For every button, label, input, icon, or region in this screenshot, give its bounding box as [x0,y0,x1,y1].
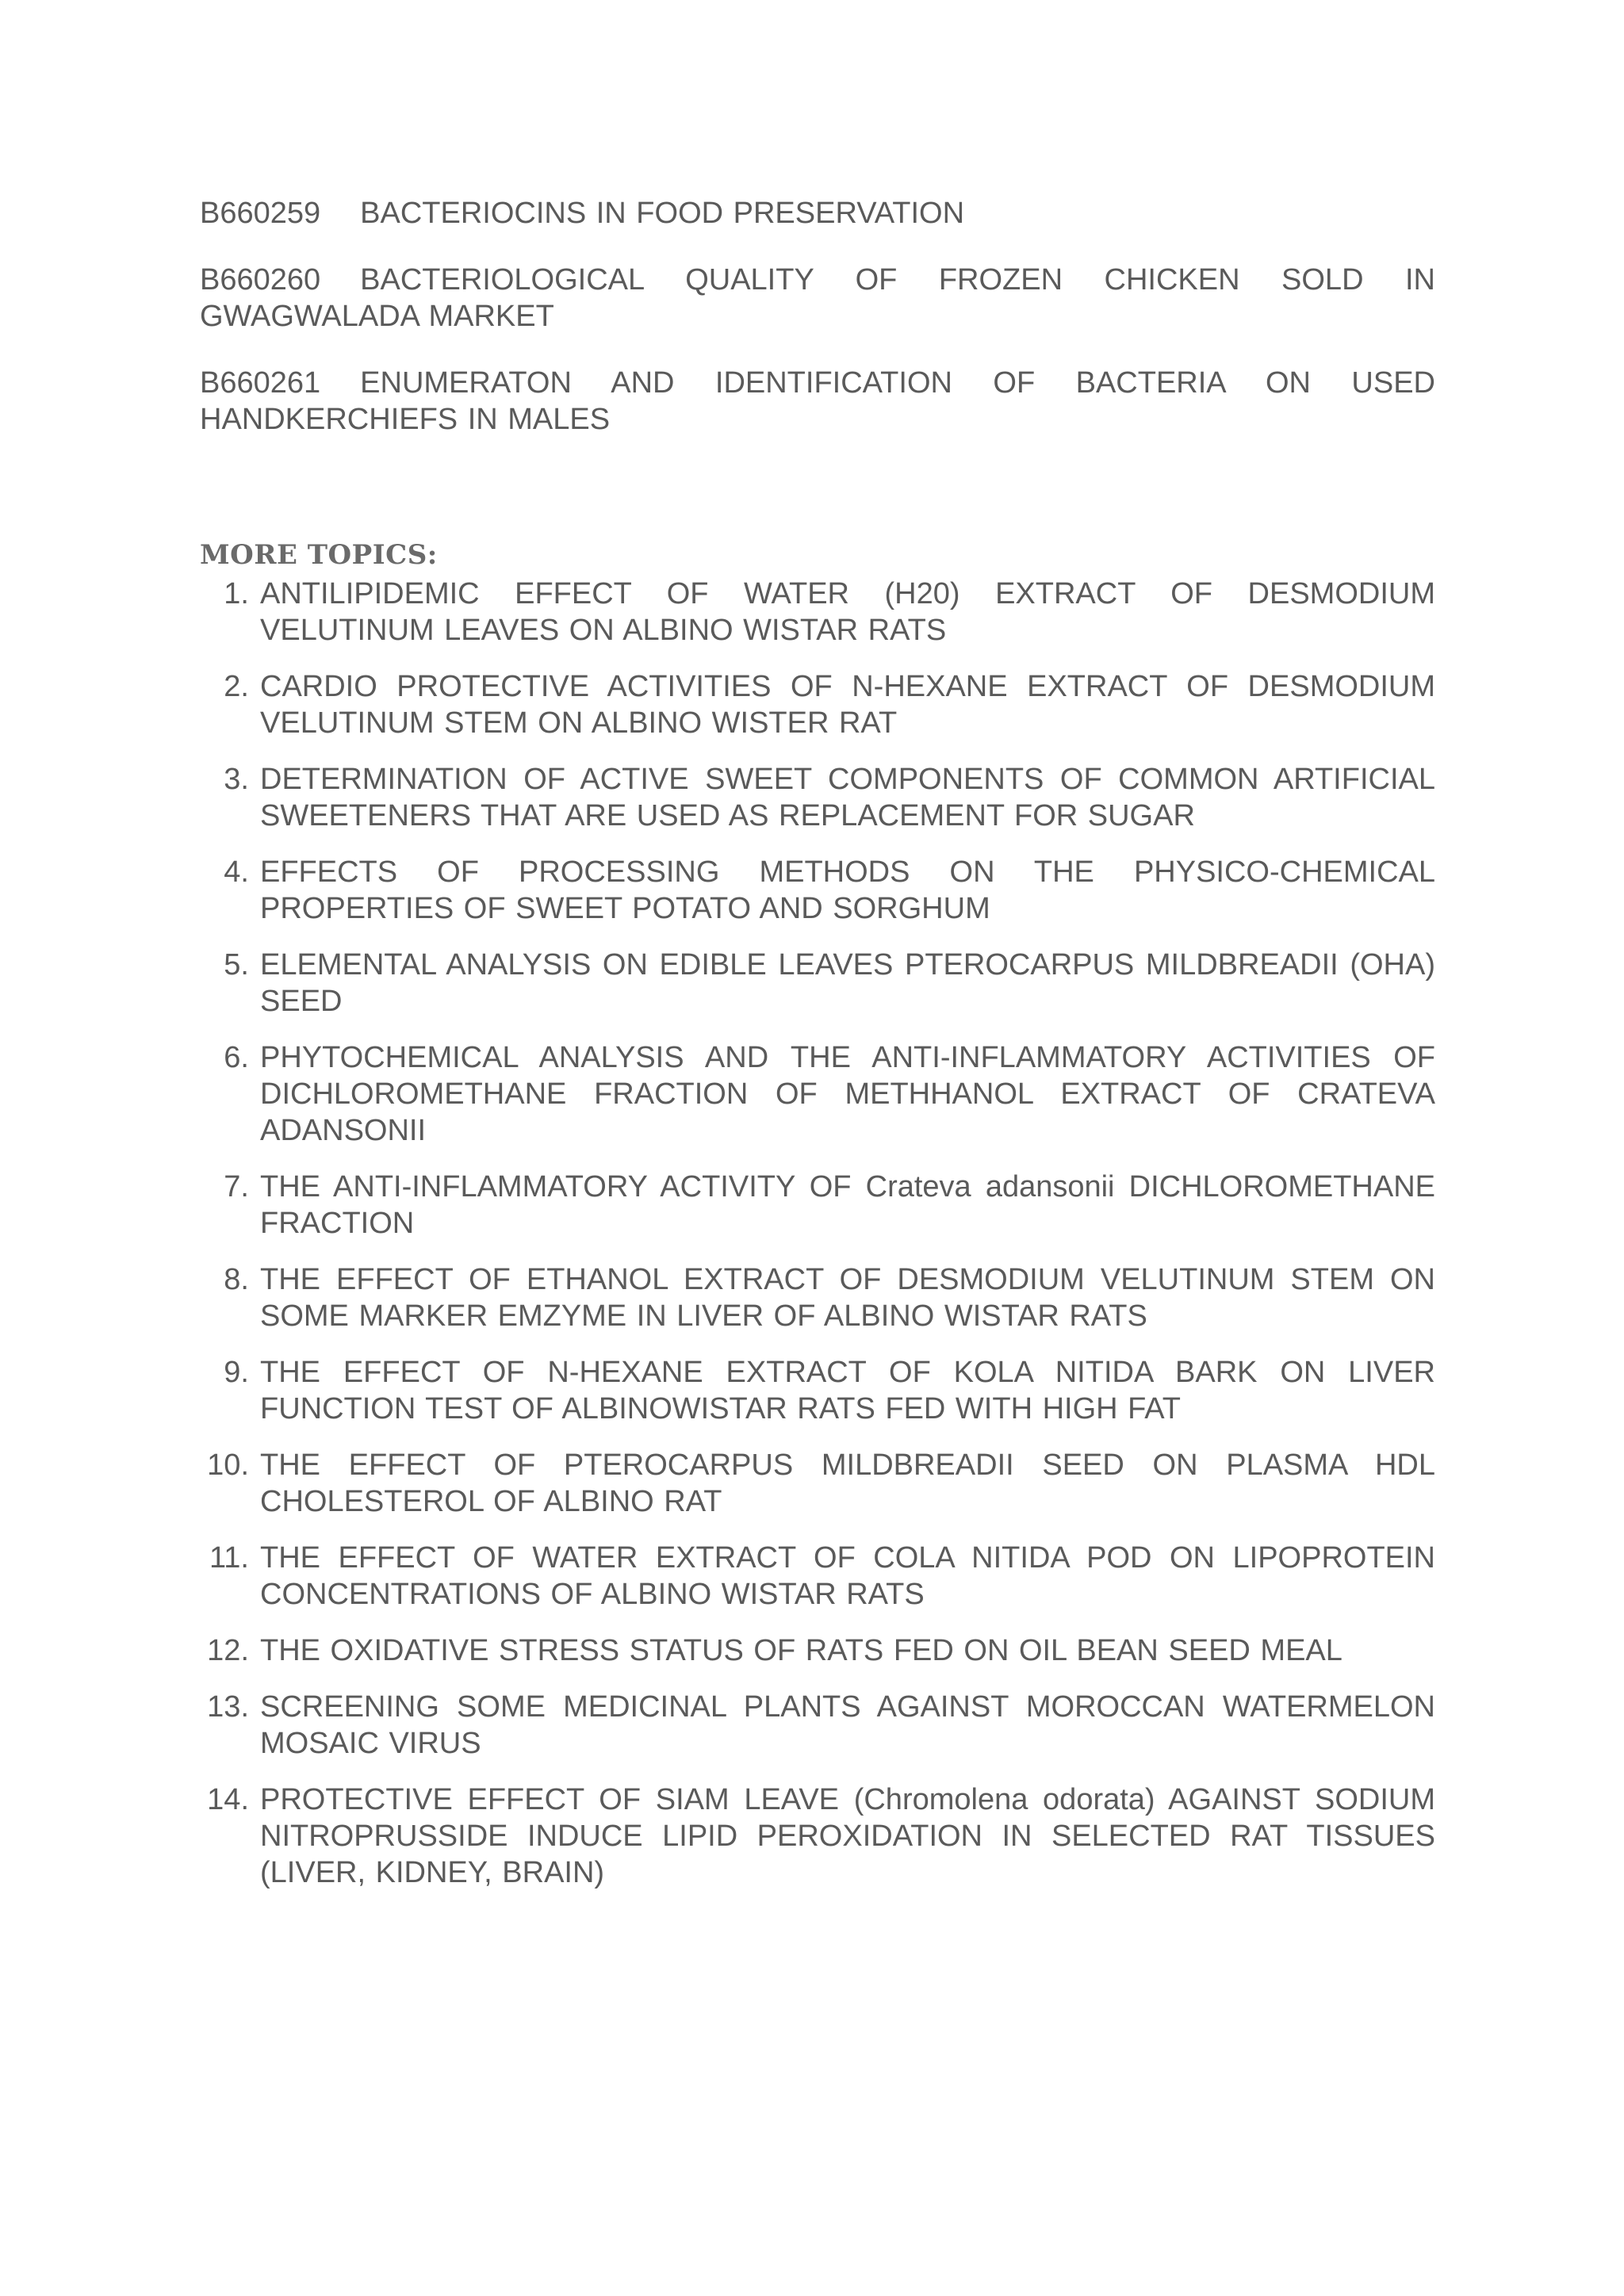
project-entry [200,262,1435,335]
project-code: B660259 [200,197,321,230]
topic-number: 5. [224,948,249,982]
topic-text: THE EFFECT OF WATER EXTRACT OF COLA NITIDA POD ON LIPOPROTEIN CONCENTRATIONS OF ALBINO WISTAR RATS [260,1541,1435,1611]
topic-text: THE EFFECT OF ETHANOL EXTRACT OF DESMODIUM VELUTINUM STEM ON SOME MARKER EMZYME IN LIVER OF ALBINO WISTAR RATS [260,1263,1435,1333]
topic-text: THE EFFECT OF N-HEXANE EXTRACT OF KOLA NITIDA BARK ON LIVER FUNCTION TEST OF ALBINOWISTAR RATS FED WITH HIGH FAT [260,1356,1435,1425]
topic-item [200,1261,1435,1334]
topic-item [200,761,1435,834]
topic-text: THE OXIDATIVE STRESS STATUS OF RATS FED ON OIL BEAN SEED MEAL [260,1634,1342,1667]
topic-number: 9. [224,1356,249,1389]
document-page [200,195,1435,1911]
project-code: B660260 [200,263,321,297]
topic-item [200,1781,1435,1891]
topic-item [200,1039,1435,1149]
project-entry [200,195,1435,232]
topic-text: PHYTOCHEMICAL ANALYSIS AND THE ANTI-INFLAMMATORY ACTIVITIES OF DICHLOROMETHANE FRACTION OF METHHANOL EXTRACT OF CRATEVA ADANSONII [260,1041,1435,1147]
topic-item [200,576,1435,649]
topic-text: THE ANTI-INFLAMMATORY ACTIVITY OF Crateva adansonii DICHLOROMETHANE FRACTION [260,1170,1435,1240]
topic-item [200,1354,1435,1427]
topic-item [200,1689,1435,1762]
topic-text: THE EFFECT OF PTEROCARPUS MILDBREADII SEED ON PLASMA HDL CHOLESTEROL OF ALBINO RAT [260,1448,1435,1518]
topic-number: 6. [224,1041,249,1074]
topic-number: 8. [224,1263,249,1296]
topic-number: 3. [224,763,249,796]
topic-item [200,1169,1435,1242]
topic-number: 10. [207,1448,249,1482]
topic-text: ELEMENTAL ANALYSIS ON EDIBLE LEAVES PTEROCARPUS MILDBREADII (OHA) SEED [260,948,1435,1018]
project-title: ENUMERATON AND IDENTIFICATION OF BACTERIA ON USED HANDKERCHIEFS IN MALES [200,366,1435,436]
more-topics-heading: MORE TOPICS: [200,539,438,571]
topic-number: 14. [207,1783,249,1816]
project-title: BACTERIOLOGICAL QUALITY OF FROZEN CHICKEN SOLD IN GWAGWALADA MARKET [200,263,1435,333]
topic-text: SCREENING SOME MEDICINAL PLANTS AGAINST MOROCCAN WATERMELON MOSAIC VIRUS [260,1690,1435,1760]
topic-item [200,1632,1435,1669]
topic-number: 11. [209,1541,249,1575]
topic-item [200,854,1435,927]
topic-number: 12. [207,1634,249,1667]
topic-item [200,1447,1435,1520]
topic-text: DETERMINATION OF ACTIVE SWEET COMPONENTS OF COMMON ARTIFICIAL SWEETENERS THAT ARE USED AS REPLACEMENT FOR SUGAR [260,763,1435,832]
topic-text: EFFECTS OF PROCESSING METHODS ON THE PHYSICO-CHEMICAL PROPERTIES OF SWEET POTATO AND SORGHUM [260,855,1435,925]
topics-list [200,576,1435,1891]
topic-text: CARDIO PROTECTIVE ACTIVITIES OF N-HEXANE EXTRACT OF DESMODIUM VELUTINUM STEM ON ALBINO WISTER RAT [260,670,1435,740]
topic-number: 1. [224,577,249,610]
project-entry [200,365,1435,438]
project-title: BACTERIOCINS IN FOOD PRESERVATION [360,197,965,230]
topic-number: 7. [224,1170,249,1203]
project-code: B660261 [200,366,321,400]
topic-item [200,668,1435,741]
topic-text: PROTECTIVE EFFECT OF SIAM LEAVE (Chromolena odorata) AGAINST SODIUM NITROPRUSSIDE INDUCE LIPID PEROXIDATION IN SELECTED RAT TISSUES (LIVER, KIDNEY, BRAIN) [260,1783,1435,1889]
topic-text: ANTILIPIDEMIC EFFECT OF WATER (H20) EXTRACT OF DESMODIUM VELUTINUM LEAVES ON ALBINO WISTAR RATS [260,577,1435,647]
topic-number: 4. [224,855,249,889]
topic-number: 13. [207,1690,249,1724]
topic-number: 2. [224,670,249,703]
topic-item [200,1540,1435,1613]
topic-item [200,947,1435,1020]
